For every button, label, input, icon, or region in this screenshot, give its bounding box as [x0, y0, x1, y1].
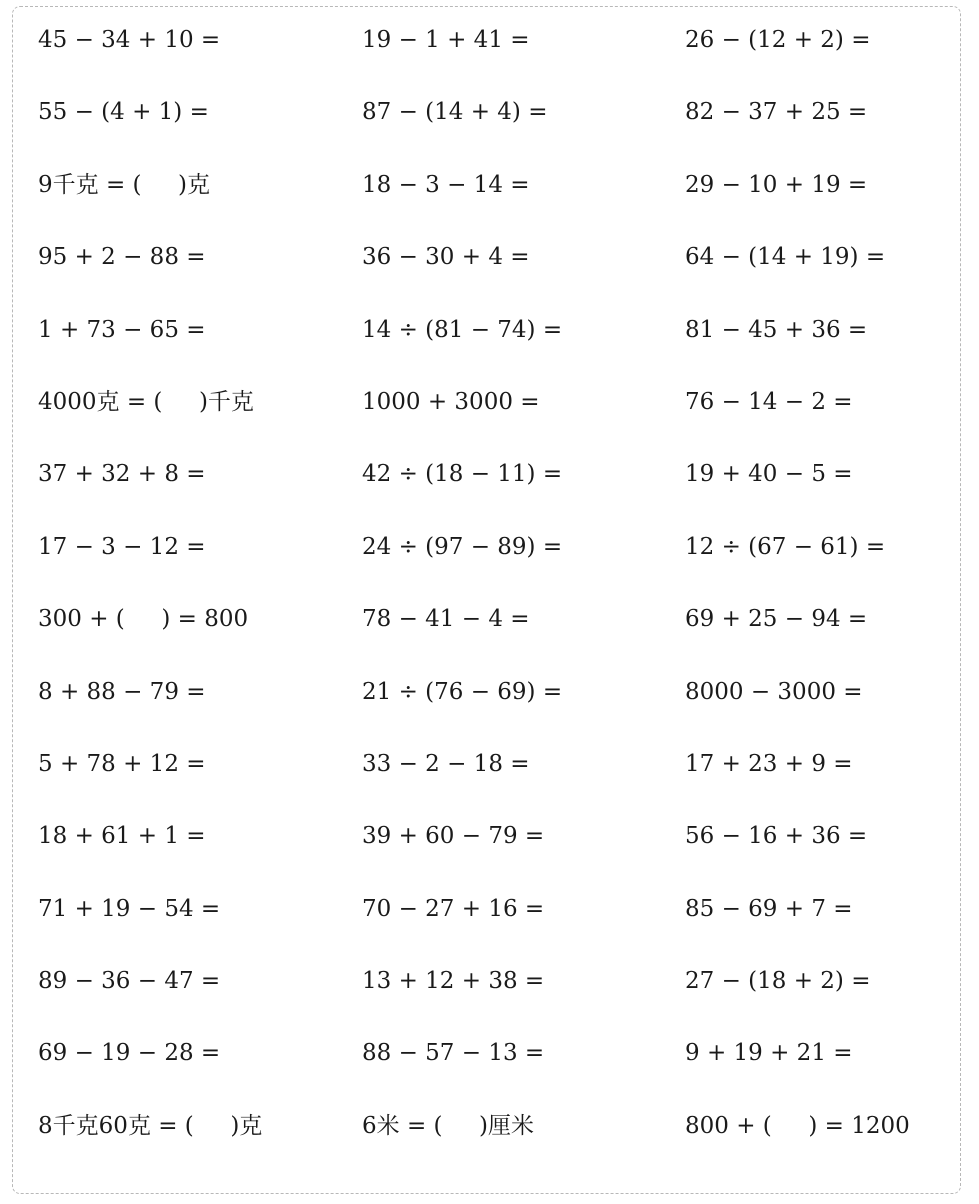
problem: 29 − 10 + 19 =: [685, 171, 868, 198]
problem: 33 − 2 − 18 =: [362, 750, 530, 777]
problem-row: [38, 27, 938, 99]
problem: 56 − 16 + 36 =: [685, 823, 868, 850]
problem: 39 + 60 − 79 =: [362, 823, 545, 850]
problem: 9千克 = ( )克: [38, 171, 211, 198]
problem-row: [38, 317, 938, 389]
problem: 37 + 32 + 8 =: [38, 461, 206, 488]
problem-row: [38, 823, 938, 895]
problem: 19 − 1 + 41 =: [362, 27, 530, 53]
problem-row: [38, 1040, 938, 1112]
worksheet-frame: [12, 6, 961, 1194]
problem: 300 + ( ) = 800: [38, 606, 249, 633]
problem: 17 − 3 − 12 =: [38, 533, 206, 560]
problem: 26 − (12 + 2) =: [685, 27, 871, 53]
problem: 8 + 88 − 79 =: [38, 678, 206, 705]
problem: 36 − 30 + 4 =: [362, 244, 530, 271]
problem-grid: [38, 27, 938, 1185]
problem: 8000 − 3000 =: [685, 678, 863, 705]
problem: 78 − 41 − 4 =: [362, 606, 530, 633]
problem-row: [38, 679, 938, 751]
problem-row: [38, 534, 938, 606]
problem: 70 − 27 + 16 =: [362, 895, 545, 922]
problem-row: [38, 99, 938, 171]
problem: 64 − (14 + 19) =: [685, 244, 886, 271]
problem-row: [38, 172, 938, 244]
problem-row: [38, 1113, 938, 1185]
problem: 45 − 34 + 10 =: [38, 27, 221, 53]
problem: 1000 + 3000 =: [362, 388, 540, 415]
problem: 12 ÷ (67 − 61) =: [685, 533, 886, 560]
problem: 81 − 45 + 36 =: [685, 316, 868, 343]
problem: 6米 = ( )厘米: [362, 1112, 535, 1139]
problem: 88 − 57 − 13 =: [362, 1040, 545, 1067]
problem: 19 + 40 − 5 =: [685, 461, 853, 488]
problem: 800 + ( ) = 1200: [685, 1112, 910, 1139]
problem: 21 ÷ (76 − 69) =: [362, 678, 563, 705]
problem: 8千克60克 = ( )克: [38, 1112, 263, 1139]
problem: 18 + 61 + 1 =: [38, 823, 206, 850]
problem: 55 − (4 + 1) =: [38, 99, 209, 126]
problem: 69 − 19 − 28 =: [38, 1040, 221, 1067]
problem-row: [38, 751, 938, 823]
problem: 13 + 12 + 38 =: [362, 968, 545, 995]
problem: 27 − (18 + 2) =: [685, 968, 871, 995]
problem: 85 − 69 + 7 =: [685, 895, 853, 922]
problem: 24 ÷ (97 − 89) =: [362, 533, 563, 560]
problem-row: [38, 244, 938, 316]
problem-row: [38, 389, 938, 461]
problem: 82 − 37 + 25 =: [685, 99, 868, 126]
problem: 89 − 36 − 47 =: [38, 968, 221, 995]
problem: 69 + 25 − 94 =: [685, 606, 868, 633]
problem: 76 − 14 − 2 =: [685, 388, 853, 415]
problem: 14 ÷ (81 − 74) =: [362, 316, 563, 343]
problem: 17 + 23 + 9 =: [685, 750, 853, 777]
problem: 5 + 78 + 12 =: [38, 750, 206, 777]
problem: 87 − (14 + 4) =: [362, 99, 548, 126]
problem: 71 + 19 − 54 =: [38, 895, 221, 922]
problem: 18 − 3 − 14 =: [362, 171, 530, 198]
problem: 4000克 = ( )千克: [38, 388, 254, 415]
problem-row: [38, 606, 938, 678]
problem: 95 + 2 − 88 =: [38, 244, 206, 271]
problem-row: [38, 461, 938, 533]
problem: 42 ÷ (18 − 11) =: [362, 461, 563, 488]
problem: 1 + 73 − 65 =: [38, 316, 206, 343]
problem-row: [38, 968, 938, 1040]
problem-row: [38, 896, 938, 968]
problem: 9 + 19 + 21 =: [685, 1040, 853, 1067]
